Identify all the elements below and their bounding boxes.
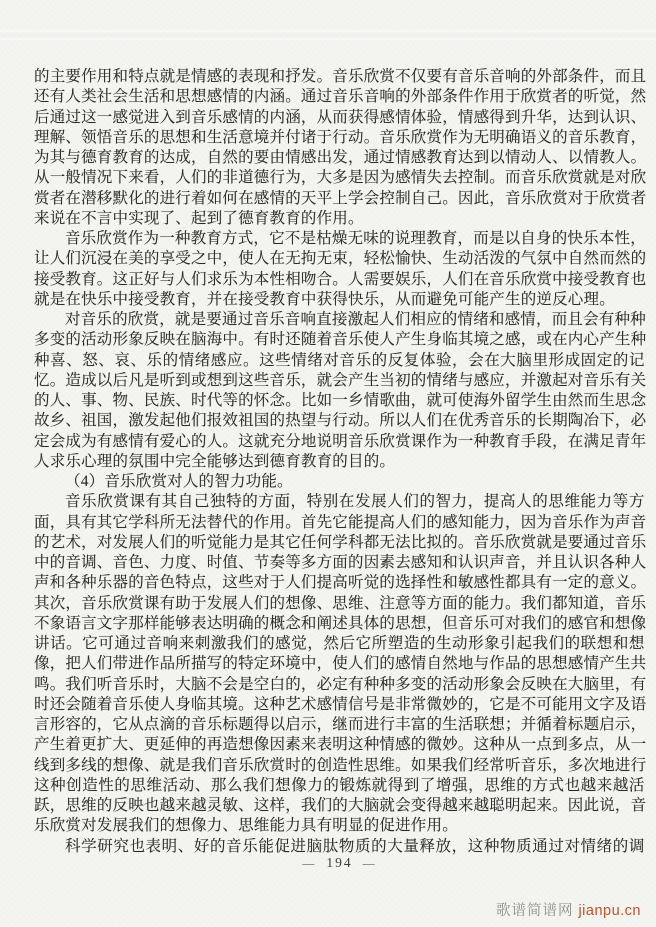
text-line: 为其与德育教育的达成，自然的要由情感出发，通过情感教育达到以情动人、以情教人。 (34, 149, 647, 166)
text-line: 对音乐的欣赏，就是要通过音乐音响直接激起人们相应的情绪和感情，而且会有种种 (65, 311, 646, 328)
text-line: 来说在不言中实现了、起到了德育教育的作用。 (34, 209, 364, 227)
text-line: 理解、领悟音乐的思想和生活意境并付诸于行动。音乐欣赏作为无明确语义的音乐教育， (34, 128, 647, 146)
text-line: 像，把人们带进作品所描写的特定环境中，使人们的感情自然地与作品的思想感情产生共 (34, 655, 647, 673)
text-line: 讲话。它可通过音响来刺激我们的感觉，然后它所塑造的生动形象引起我们的联想和想 (34, 635, 645, 652)
text-line: 这种创造性的思维活动、那么我们想像力的锻炼就得到了增强，思维的方式也越来越活 (34, 776, 645, 794)
page-number-left-dash: — (302, 856, 317, 870)
text-line: 面，具有其它学科所无法替代的作用。首先它能提高人们的感知能力，因为音乐作为声音 (34, 513, 647, 531)
text-line: 人求乐心理的氛围中完全能够达到德育教育的目的。 (34, 452, 396, 470)
text-line: 鸣。我们听音乐时，大脑不会是空白的，必定有种种多变的活动形象会反映在大脑里，有 (34, 675, 647, 693)
page-number-right-dash: — (362, 856, 377, 870)
text-line: 种喜、怒、哀、乐的情绪感应。这些情绪对音乐的反复体验，会在大脑里形成固定的记 (34, 351, 645, 369)
text-line: 其次，音乐欣赏课有助于发展人们的想像、思维、注意等方面的能力。我们都知道，音乐 (34, 594, 647, 612)
text-line: 忆。造成以后凡是听到或想到这些音乐，就会产生当初的情绪与感应，并激起对音乐有关 (34, 371, 647, 389)
text-line: 中的音调、音色、力度、时值、节奏等多方面的因素去感知和认识声音，并且认识各种人 (34, 554, 647, 571)
text-line: 故乡、祖国，激发起他们报效祖国的热望与行动。所以人们在优秀音乐的长期陶冶下，必 (34, 412, 647, 430)
text-line: 从一般情况下来看，人们的非道德行为，大多是因为感情失去控制。而音乐欣赏就是对欣 (34, 169, 647, 187)
text-line: 赏者在潜移默化的进行着如何在感情的天平上学会控制自己。因此，音乐欣赏对于欣赏者 (34, 189, 647, 207)
text-line: （4）音乐欣赏对人的智力功能。 (65, 473, 293, 490)
text-line: 声和各种乐器的音色特点，这些对于人们提高听觉的选择性和敏感性都具有一定的意义。 (34, 574, 647, 592)
text-line: 还有人类社会生活和思想感情的内涵。通过音乐音响的外部条件作用于欣赏者的听觉，然 (34, 88, 647, 106)
text-line: 多变的活动形象反映在脑海中。有时还随着音乐使人产生身临其境之感，或在内心产生种 (34, 331, 647, 349)
text-line: 科学研究也表明、好的音乐能促进脑肽物质的大量释放，这种物质通过对情绪的调 (65, 837, 645, 855)
watermark (496, 899, 641, 920)
page-text (34, 67, 645, 857)
watermark-site-url: jianpu.cn (578, 903, 641, 919)
page-number (34, 855, 645, 871)
text-line: 的主要作用和特点就是情感的表现和抒发。音乐欣赏不仅要有音乐音响的外部条件，而且 (34, 68, 647, 85)
text-line: 音乐欣赏课有其自己独特的方面，特别在发展人们的智力，提高人的思维能力等方 (65, 493, 645, 511)
text-line: 音乐欣赏作为一种教育方式，它不是枯燥无味的说理教育，而是以自身的快乐本性， (65, 230, 646, 247)
text-line: 线到多线的想像、就是我们音乐欣赏时的创造性思维。如果我们经常听音乐，多次地进行 (34, 756, 647, 774)
text-line: 后通过这一感觉进入到音乐感情的内涵，从而获得感情体验，情感得到升华，达到认识、 (34, 108, 647, 126)
watermark-site-name: 歌谱简谱网 (495, 903, 574, 919)
text-line: 时还会随着音乐使人身临其境。这种艺术感情信号是非常微妙的，它是不可能用文字及语 (34, 695, 647, 713)
text-line: 不象语言文字那样能够表达明确的概念和阐述具体的思想，但音乐可对我们的感官和想像 (34, 614, 647, 632)
text-line: 言形容的，它从点滴的音乐标题得以启示，继而进行丰富的生活联想；并循着标题启示， (34, 716, 647, 733)
text-line: 的艺术，对发展人们的听觉能力是其它任何学科都无法比拟的。音乐欣赏就是要通过音乐 (34, 533, 647, 551)
text-line: 跃，思维的反映也越来越灵敏、这样，我们的大脑就会变得越来越聪明起来。因此说，音 (34, 797, 647, 814)
page-number-value: 194 (326, 855, 353, 870)
text-line: 就是在快乐中接受教育，并在接受教育中获得快乐，从而避免可能产生的逆反心理。 (34, 290, 615, 308)
text-line: 接受教育。这正好与人们求乐为本性相吻合。人需要娱乐，人们在音乐欣赏中接受教育也 (34, 270, 647, 288)
text-line: 让人们沉浸在美的享受之中，使人在无拘无束，轻松愉快、生动活泼的气氛中自然而然的 (34, 250, 647, 268)
text-line: 乐欣赏对发展我们的想像力、思维能力具有明显的促进作用。 (34, 817, 458, 835)
text-line: 的人、事、物、民族、时代等的怀念。比如一乡情歌曲，就可使海外留学生由然而生思念 (34, 392, 647, 409)
text-line: 定会成为有感情有爱心的人。这就充分地说明音乐欣赏课作为一种教育手段，在满足青年 (34, 432, 647, 450)
text-line: 产生着更扩大、更延伸的再造想像因素来表明这种情感的微妙。这种从一点到多点，从一 (34, 736, 647, 754)
scan-artifact-band (0, 30, 656, 40)
